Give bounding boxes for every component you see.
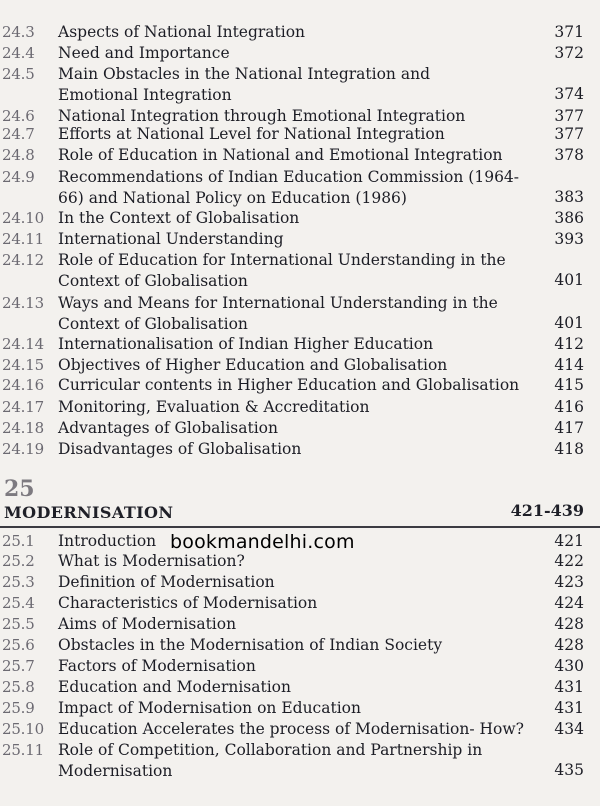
section-title: Advantages of Globalisation bbox=[58, 419, 278, 437]
page-number: 430 bbox=[554, 657, 584, 675]
section-title: Impact of Modernisation on Education bbox=[58, 699, 361, 717]
section-title: Role of Education for International Understanding in the Context of Globalisation bbox=[58, 251, 506, 290]
page-number: 421 bbox=[554, 532, 584, 550]
page-number: 434 bbox=[554, 720, 584, 738]
section-title: Objectives of Higher Education and Globalisation bbox=[58, 356, 448, 374]
page-number: 377 bbox=[554, 107, 584, 125]
section-number: 25.3 bbox=[2, 573, 35, 591]
section-number: 25.7 bbox=[2, 657, 35, 675]
section-number: 25.8 bbox=[2, 678, 35, 696]
chapter-number: 25 bbox=[4, 476, 35, 502]
page-number: 418 bbox=[554, 440, 584, 458]
page-number: 428 bbox=[554, 636, 584, 654]
section-number: 24.6 bbox=[2, 107, 35, 125]
page-number: 401 bbox=[554, 314, 584, 332]
section-title: Recommendations of Indian Education Commission (1964-66) and National Policy on Education (1986) bbox=[58, 168, 520, 207]
section-number: 24.18 bbox=[2, 419, 44, 437]
section-number: 24.12 bbox=[2, 251, 44, 269]
section-title: Role of Education in National and Emotional Integration bbox=[58, 146, 503, 164]
page-number: 415 bbox=[554, 376, 584, 394]
page-number: 416 bbox=[554, 398, 584, 416]
section-title: International Understanding bbox=[58, 230, 284, 248]
section-number: 25.6 bbox=[2, 636, 35, 654]
page-number: 383 bbox=[554, 188, 584, 206]
section-number: 24.15 bbox=[2, 356, 44, 374]
section-title: Curricular contents in Higher Education and Globalisation bbox=[58, 376, 520, 394]
page-number: 386 bbox=[554, 209, 584, 227]
section-number: 24.7 bbox=[2, 125, 35, 143]
section-title: Ways and Means for International Understanding in the Context of Globalisation bbox=[58, 294, 498, 333]
section-number: 24.19 bbox=[2, 440, 44, 458]
page-number: 431 bbox=[554, 699, 584, 717]
section-number: 24.17 bbox=[2, 398, 44, 416]
section-title: Disadvantages of Globalisation bbox=[58, 440, 302, 458]
section-title: Factors of Modernisation bbox=[58, 657, 256, 675]
page-number: 435 bbox=[554, 761, 584, 779]
page-number: 412 bbox=[554, 335, 584, 353]
page-number: 423 bbox=[554, 573, 584, 591]
page-number: 401 bbox=[554, 271, 584, 289]
section-title: National Integration through Emotional Integration bbox=[58, 107, 466, 125]
section-title: Aspects of National Integration bbox=[58, 23, 306, 41]
section-title: Education Accelerates the process of Modernisation- How? bbox=[58, 720, 524, 738]
section-number: 24.16 bbox=[2, 376, 44, 394]
section-title: Efforts at National Level for National Integration bbox=[58, 125, 445, 143]
section-number: 25.9 bbox=[2, 699, 35, 717]
section-number: 25.1 bbox=[2, 532, 35, 550]
section-number: 25.11 bbox=[2, 741, 44, 759]
page-number: 377 bbox=[554, 125, 584, 143]
page-number: 393 bbox=[554, 230, 584, 248]
section-title: Characteristics of Modernisation bbox=[58, 594, 318, 612]
section-number: 24.11 bbox=[2, 230, 44, 248]
section-number: 24.8 bbox=[2, 146, 35, 164]
section-title: What is Modernisation? bbox=[58, 552, 245, 570]
section-title: Internationalisation of Indian Higher Education bbox=[58, 335, 434, 353]
chapter-page-range: 421-439 bbox=[510, 501, 584, 520]
section-title: Definition of Modernisation bbox=[58, 573, 275, 591]
section-title: Main Obstacles in the National Integration and Emotional Integration bbox=[58, 65, 430, 104]
page-number: 374 bbox=[554, 85, 584, 103]
watermark-text: bookmandelhi.com bbox=[170, 531, 355, 553]
section-number: 24.5 bbox=[2, 65, 35, 83]
section-number: 24.10 bbox=[2, 209, 44, 227]
page-number: 428 bbox=[554, 615, 584, 633]
section-title: Obstacles in the Modernisation of Indian Society bbox=[58, 636, 443, 654]
section-title: Role of Competition, Collaboration and Partnership in Modernisation bbox=[58, 741, 483, 780]
section-number: 24.14 bbox=[2, 335, 44, 353]
section-number: 25.2 bbox=[2, 552, 35, 570]
section-title: Monitoring, Evaluation & Accreditation bbox=[58, 398, 370, 416]
section-title: In the Context of Globalisation bbox=[58, 209, 300, 227]
section-number: 25.10 bbox=[2, 720, 44, 738]
section-title: Introduction bbox=[58, 532, 157, 550]
section-title: Need and Importance bbox=[58, 44, 230, 62]
page-number: 378 bbox=[554, 146, 584, 164]
page-number: 422 bbox=[554, 552, 584, 570]
section-title: Aims of Modernisation bbox=[58, 615, 237, 633]
page-number: 371 bbox=[554, 23, 584, 41]
section-number: 24.13 bbox=[2, 294, 44, 312]
page-number: 431 bbox=[554, 678, 584, 696]
page-number: 424 bbox=[554, 594, 584, 612]
page-number: 414 bbox=[554, 356, 584, 374]
chapter-divider bbox=[0, 526, 600, 528]
page-number: 417 bbox=[554, 419, 584, 437]
section-number: 25.5 bbox=[2, 615, 35, 633]
section-title: Education and Modernisation bbox=[58, 678, 291, 696]
chapter-title: MODERNISATION bbox=[4, 503, 174, 522]
section-number: 24.3 bbox=[2, 23, 35, 41]
section-number: 25.4 bbox=[2, 594, 35, 612]
section-number: 24.4 bbox=[2, 44, 35, 62]
section-number: 24.9 bbox=[2, 168, 35, 186]
page-number: 372 bbox=[554, 44, 584, 62]
